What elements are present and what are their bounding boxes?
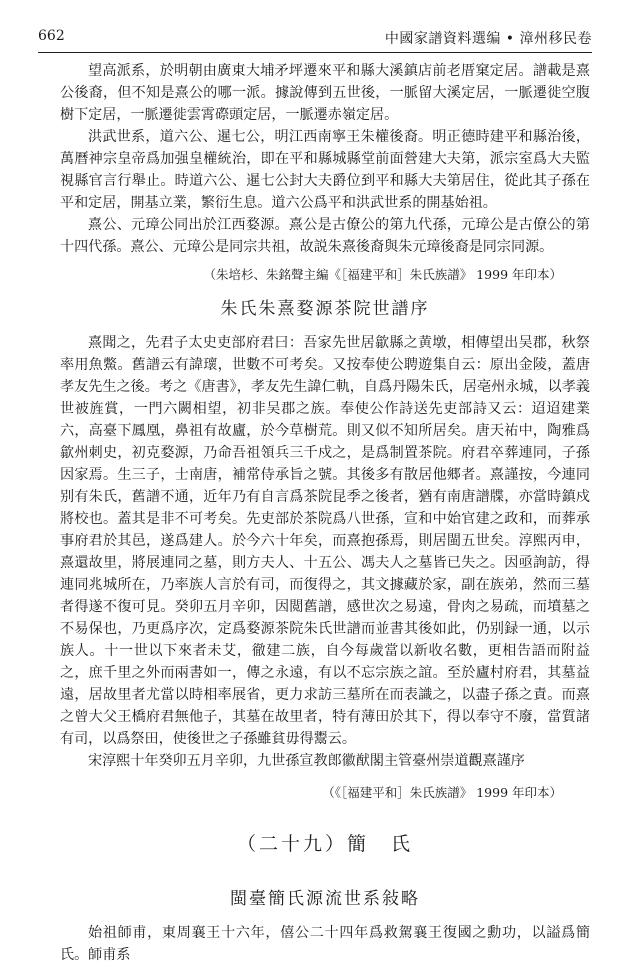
paragraph-preface-body: 熹聞之，先君子太史吏部府君曰：吾家先世居歙縣之黄墩，相傳望出吴郡，秋祭率用魚鱉。舊譜云有諱瓌，世數不可考矣。又按奉使公聘遊集自云：原出金陵，蓋唐孝友先生之後。考之《唐書》，孝友先生諱仁軌，自爲丹陽朱氏，居亳州永城，以孝義世被旌賞，一門六闕相望，初非吴郡之族。奉使公作詩送先吏部詩又云：迢迢建業六，高臺下鳳凰，鼻祖有故廬，於今草樹荒。則又似不知所居矣。唐天祐中，陶雅爲歙州刺史，初克婺源，乃命吾祖領兵三千戍之，是爲制置茶院。府君卒葬連同，子孫因家焉。生三子，士南唐，補常侍承旨之號。其後多有散居他郷者。熹謹按，今連同别有朱氏，舊譜不通，近年乃有自言爲茶院昆季之後者，猶有南唐譜牒，亦當時鎮戍將校也。蓋其是非不可考矣。先吏部於茶院爲八世孫，宣和中始官建之政和，而葬承事府君於其邑，遂爲建人。於今六十年矣，而熹抱孫焉，則居閩五世矣。淳熙丙申，熹還故里，將展連同之墓，則方夫人、十五公、馮夫人之墓皆已失之。因亟詢訪，得連同兆城所在，乃率族人言於有司，而復得之，其文據藏於家，副在族弟，然而三墓者得遂不復可見。癸卯五月辛卯，因閲舊譜，感世次之易遠，骨肉之易疏，而墳墓之不易保也，乃更爲序次，定爲婺源茶院朱氏世譜而並書其後如此，仍别録一通，以示族人。十一世以下來者未艾，徹建二族，自今每歲當以新收名數，更相告語而附益之，庶千里之外而兩書如一，傳之永遠，有以不忘宗族之誼。至於廬村府君，其墓益遠，居故里者尤當以時相率展省，更力求訪三墓所在而表識之，以盡子孫之責。而熹之曾大父王橋府君無他子，其墓在故里者，特有薄田於其下，得以奉守不廢，當質諸有司，以爲祭田，使後世之子孫雖貧毋得鬻云。 — [60, 335, 590, 747]
paragraph-preface-signature: 宋淳熙十年癸卯五月辛卯，九世孫宣教郎徽猷閣主管臺州崇道觀熹謹序 — [88, 753, 525, 769]
paragraph-hongwu-lineage: 洪武世系，道六公、暹七公，明江西南寧王朱權後裔。明正德時建平和縣治後，萬曆神宗皇帝爲加强皇權統治，即在平和縣城縣堂前面營建大夫第，派宗室爲大夫監視縣官言行舉止。時道六公、暹七公封大夫爵位到平和縣大夫第居住，從此其子孫在平和定居，開基立業，繁衍生息。道六公爲平和洪武世系的開基始祖。 — [60, 129, 590, 211]
header-rule — [38, 52, 592, 53]
page-number: 662 — [38, 28, 65, 44]
page-header — [38, 28, 592, 50]
citation-1: （朱培杉、朱銘聲主編《［福建平和］朱氏族譜》 1999 年印本） — [203, 267, 562, 282]
paragraph-jian-origin: 始祖師甫，東周襄王十六年，僖公二十四年爲救駕襄王復國之勳功，以謚爲簡氏。師甫系 — [60, 925, 590, 963]
section-title-jian-lineage: 閩臺簡氏源流世系敍略 — [230, 889, 420, 909]
paragraph-wanggao-lineage: 望高派系，於明朝由廣東大埔矛坪遷來平和縣大溪鎮店前老厝窠定居。譜載是熹公後裔，但不知是熹公的哪一派。據說傳到五世後，一脈留大溪定居，一脈遷徙空腹樹下定居，一脈遷徙雲霄磜頭定居，一脈遷赤嶺定居。 — [60, 63, 590, 123]
chapter-title-jian: （二十九）簡 氏 — [236, 833, 413, 855]
page-body — [60, 60, 590, 966]
paragraph-common-origin: 熹公、元璋公同出於江西婺源。熹公是古僚公的第九代孫，元璋公是古僚公的第十四代孫。熹公、元璋公是同宗共祖，故説朱熹後裔與朱元璋後裔是同宗同源。 — [60, 217, 590, 255]
running-title: 中國家譜資料選编 • 漳州移民卷 — [384, 31, 592, 47]
section-title-zhu-preface: 朱氏朱熹婺源茶院世譜序 — [220, 299, 430, 319]
citation-2: （《［福建平和］朱氏族譜》 1999 年印本） — [322, 785, 562, 800]
